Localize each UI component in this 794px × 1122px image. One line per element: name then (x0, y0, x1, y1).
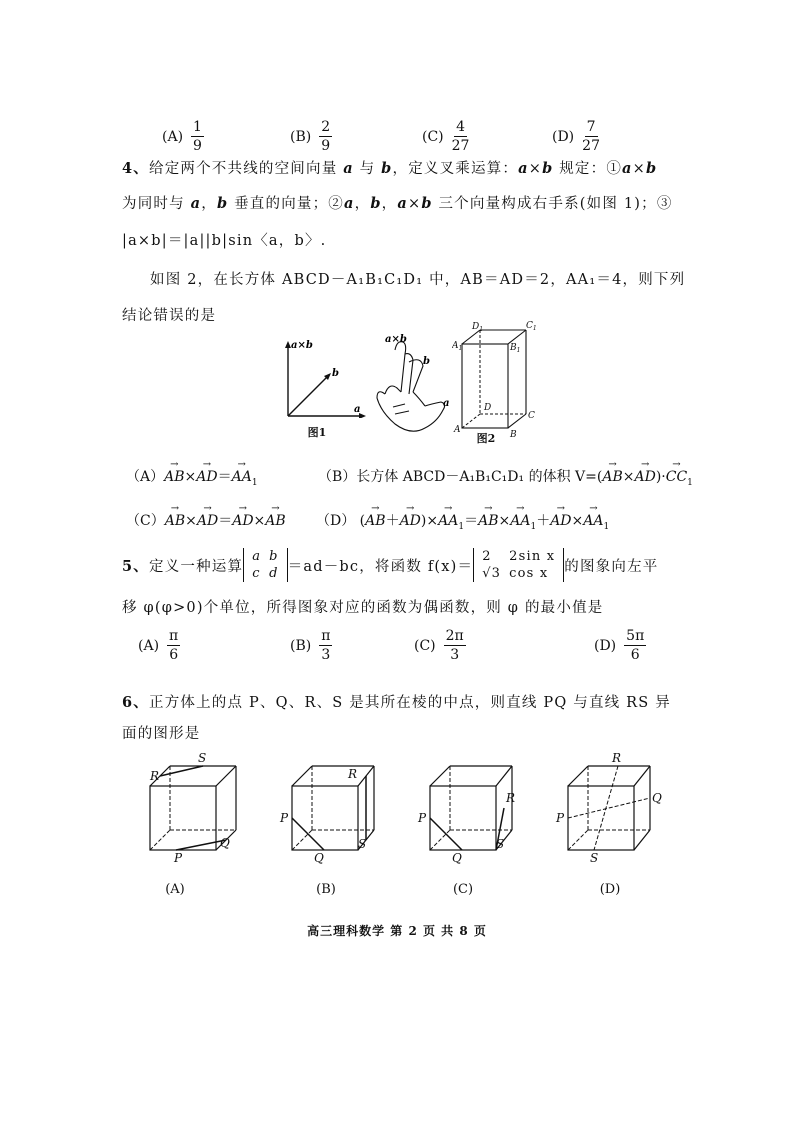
svg-text:Q: Q (652, 791, 662, 805)
svg-text:P: P (556, 811, 565, 825)
svg-text:C: C (528, 411, 535, 421)
q4-line-4: 如图 2，在长方体 ABCD－A₁B₁C₁D₁ 中，AB＝AD＝2，AA₁＝4，则下列 (150, 272, 686, 288)
q6-line-2: 面的图形是 (122, 726, 201, 742)
q4-line-5: 结论错误的是 (122, 308, 217, 324)
svg-text:S: S (358, 837, 367, 851)
svg-text:P: P (280, 811, 289, 825)
q6-line-1: 6、正方体上的点 P、Q、R、S 是其所在棱的中点，则直线 PQ 与直线 RS 异 (122, 694, 671, 711)
svg-text:R: R (612, 751, 622, 765)
svg-text:a: a (354, 404, 361, 415)
svg-text:R: R (150, 769, 160, 783)
q5-line-2: 移 φ(φ>0)个单位，所得图象对应的函数为偶函数，则 φ 的最小值是 (122, 600, 604, 616)
determinant-definition: a b c d (243, 548, 287, 582)
cube-c-caption: (C) (452, 882, 474, 897)
svg-text:R: R (506, 791, 516, 805)
q4-line-1: 4、给定两个不共线的空间向量 a 与 b，定义叉乘运算：a×b 规定：①a×b (122, 160, 658, 177)
figure-2-cuboid (452, 320, 538, 440)
svg-text:R: R (348, 767, 358, 781)
cube-b-caption: (B) (316, 882, 336, 897)
svg-text:b: b (332, 368, 339, 379)
q4-option-b: （B）长方体 ABCD－A₁B₁C₁D₁ 的体积 $V=(\to AB\times\to AD)\cdot\to CC_1$ (318, 466, 693, 488)
svg-text:S: S (590, 851, 599, 865)
q5-option-c: (C) $\frac{2\pi}{3}$ (414, 628, 464, 663)
cube-a-caption: (A) (165, 882, 185, 897)
q5-option-b: (B) $\frac{\pi}{3}$ (290, 628, 331, 663)
svg-text:Q: Q (452, 851, 462, 865)
figure-1-caption: 图1 (307, 426, 327, 439)
svg-text:C1: $C_1$ (526, 321, 537, 332)
q5-option-a: (A) $\frac{\pi}{6}$ (138, 628, 179, 663)
svg-text:D1: $D_1$ (472, 322, 484, 333)
svg-text:Q: Q (220, 836, 230, 850)
figure-1-vectors (282, 338, 367, 418)
q3-option-c: (C) $\frac{4}{27}$ (422, 119, 470, 154)
right-hand-rule-illustration (365, 332, 455, 437)
svg-text:S: S (198, 751, 207, 765)
svg-text:b: b (423, 356, 430, 367)
cube-c (416, 750, 516, 865)
svg-text:Q: Q (314, 851, 324, 865)
svg-text:a×b: a×b (291, 340, 313, 351)
determinant-function: 2 2sin x √3 cos x (473, 548, 564, 582)
svg-text:B1: $B_1$ (510, 343, 521, 354)
cube-d-caption: (D) (599, 882, 621, 897)
q4-line-2: 为同时与 a，b 垂直的向量；②a，b，a×b 三个向量构成右手系(如图 1)；③ (122, 195, 673, 212)
svg-text:B: B (510, 430, 517, 440)
q4-option-a: $(A)\to AB\times\to AD=\to AA_1$ (126, 466, 258, 488)
q4-line-3: |a×b|＝|a||b|sin〈a，b〉. (122, 233, 327, 249)
svg-text:P: P (418, 811, 427, 825)
q5-option-d: (D) $\frac{5\pi}{6}$ (594, 628, 645, 663)
svg-text:D: D (484, 403, 492, 413)
cube-d (554, 750, 664, 865)
q4-option-c: （C）→ AB×→ AD＝→ AD×→ AB (126, 510, 286, 530)
svg-text:A1: $A_1$ (452, 341, 463, 352)
q5-line-1: 5、 定义一种运算 a b c d ＝ad－bc，将函数 f(x)＝ 2 2sin x √3 cos x 的图象向左平 (122, 549, 659, 581)
q3-option-b: (B) $\frac{2}{9}$ (290, 119, 331, 154)
cube-a (140, 750, 240, 865)
figure-2-caption: 图2 (476, 432, 496, 445)
page-footer: 高三理科数学 第 2 页 共 8 页 (307, 924, 487, 938)
q4-option-d: （D） (→ $AB+\to AD)\times\to AA_1=\to AB\times\to AA_1+\to AD\times\to AA_1$ (316, 510, 609, 532)
svg-text:A: A (454, 425, 461, 435)
svg-text:a: a (443, 398, 450, 409)
svg-text:P: P (174, 851, 183, 865)
svg-text:S: S (496, 837, 505, 851)
svg-text:a×b: a×b (385, 334, 407, 345)
q3-option-d: (D) $\frac{7}{27}$ (552, 119, 600, 154)
cube-b (278, 750, 378, 865)
q3-option-a: (A) $\frac{1}{9}$ (162, 119, 202, 154)
